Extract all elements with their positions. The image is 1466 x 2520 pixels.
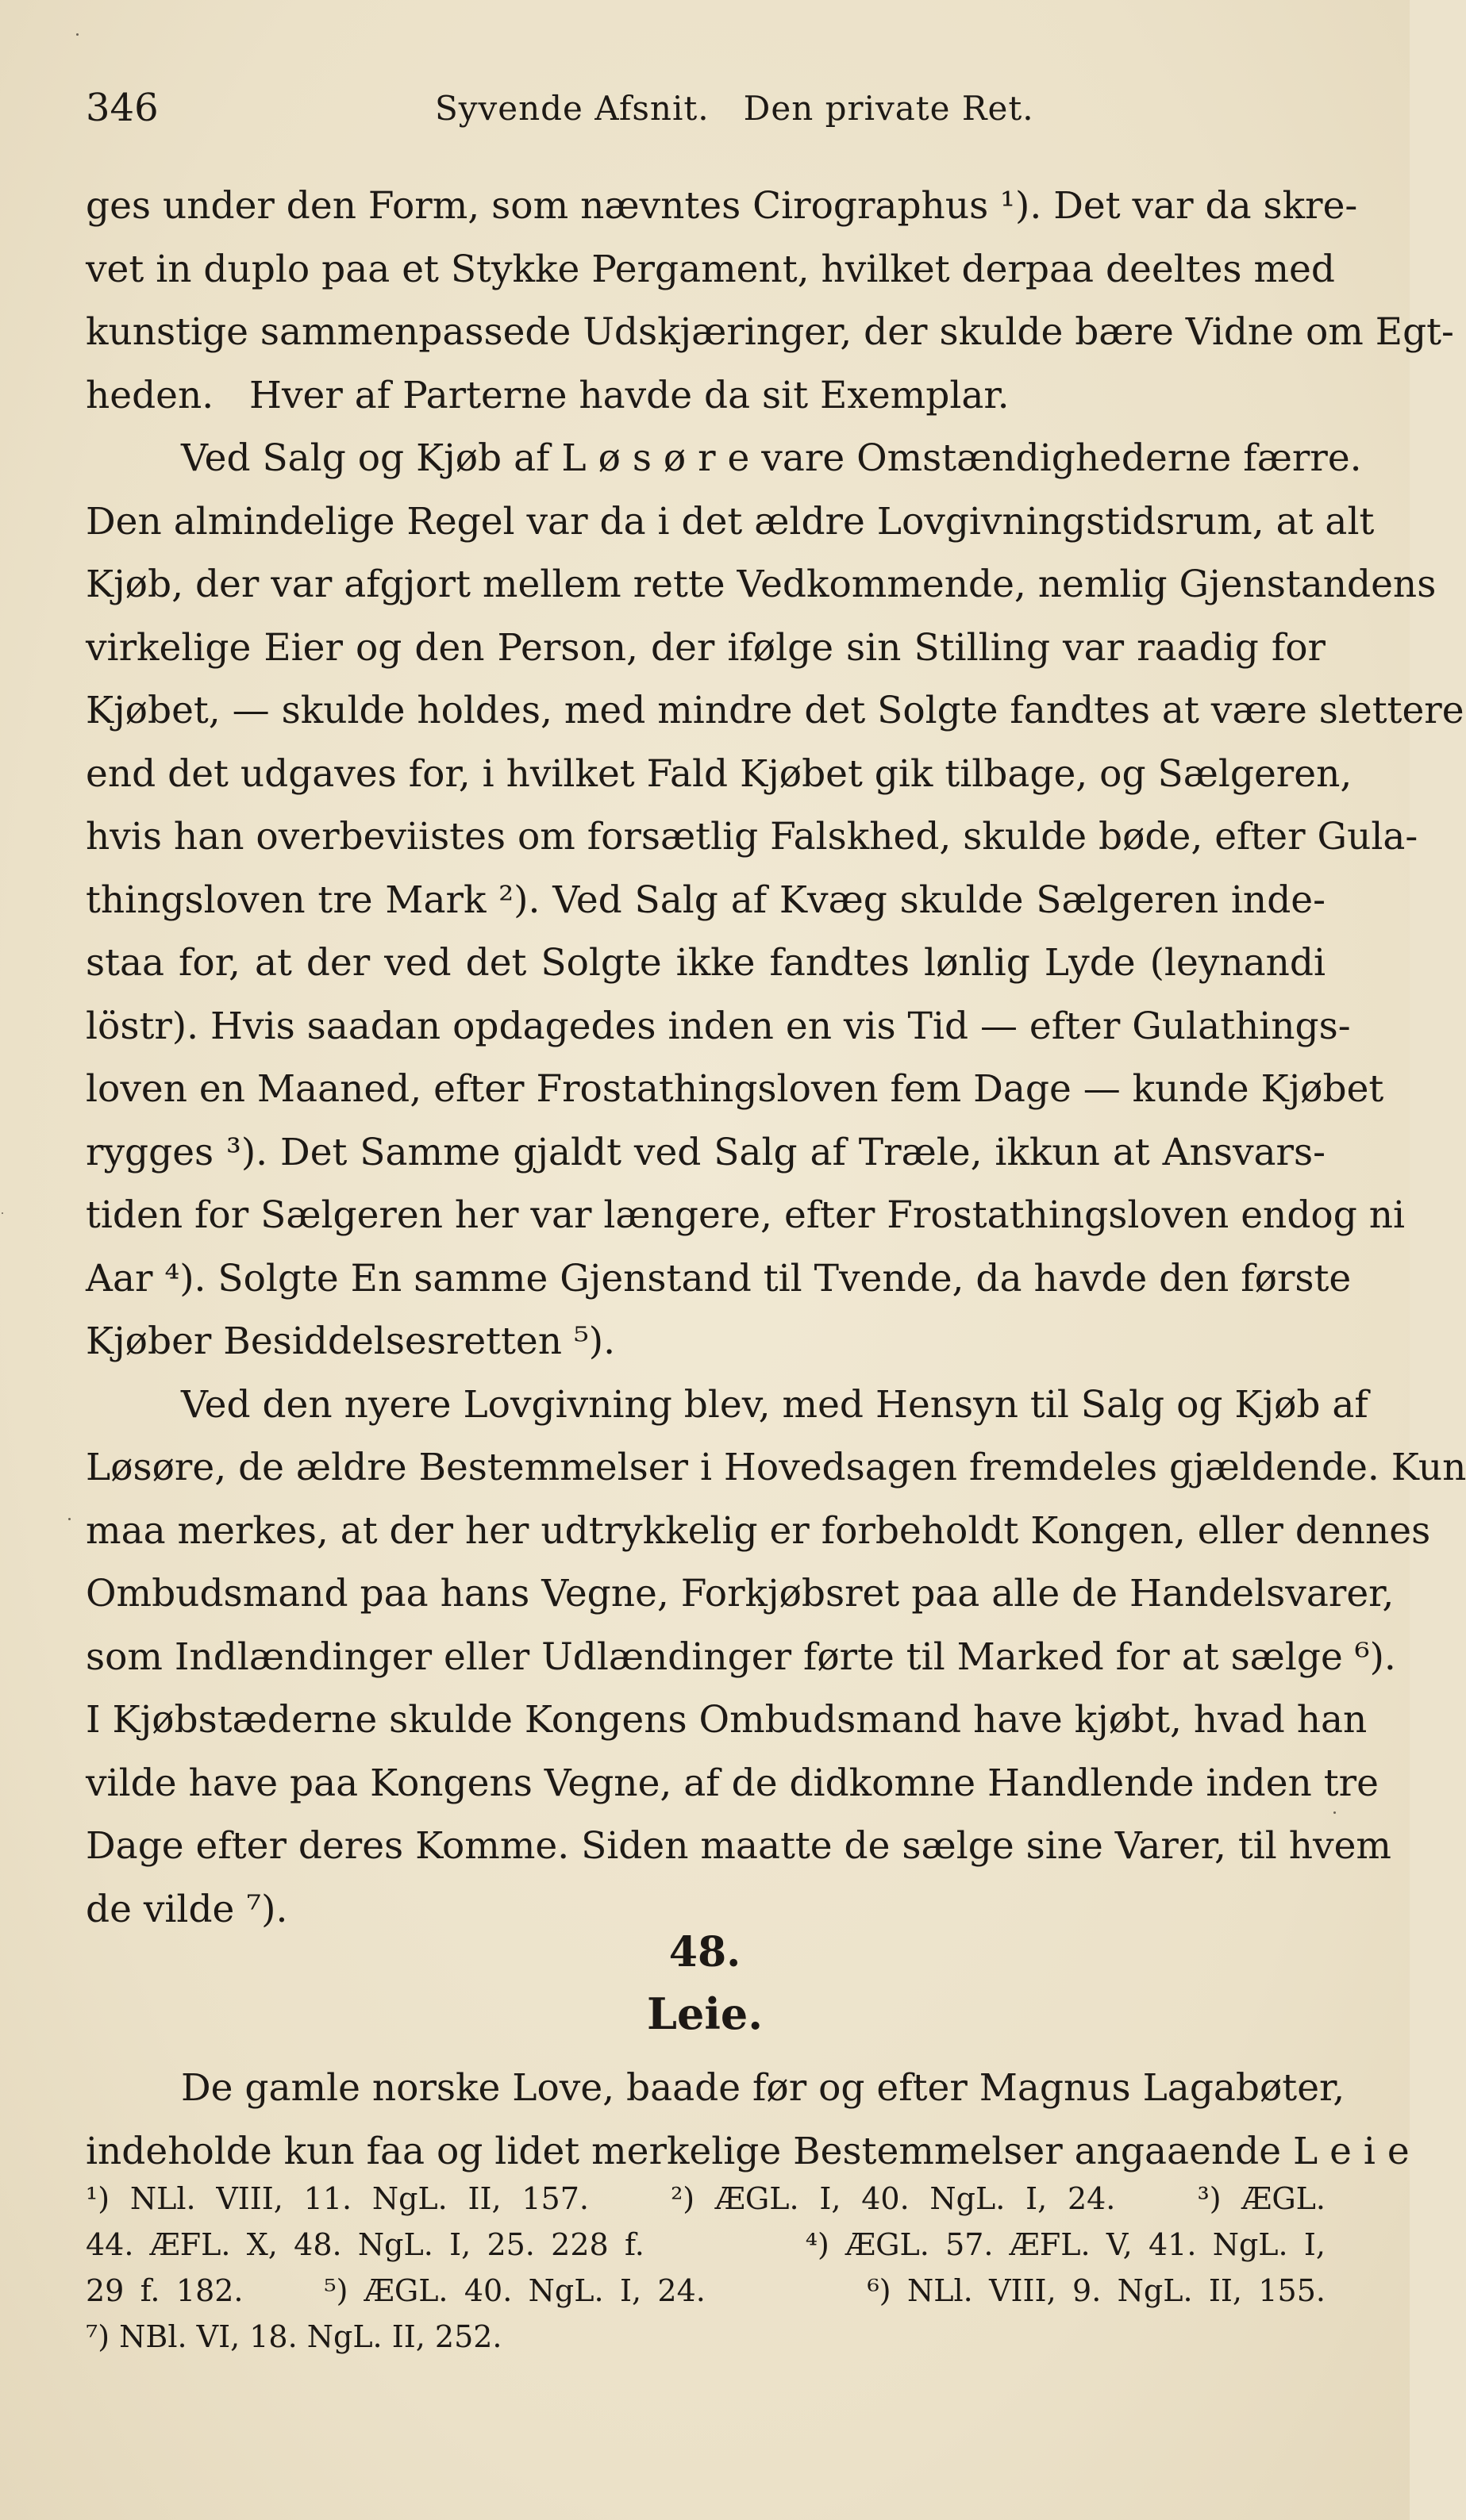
footnotes	[86, 2176, 1326, 2360]
text-line: Dage efter deres Komme. Siden maatte de sælge sine Varer, til hvem	[86, 1824, 1391, 1868]
text-line: Ombudsmand paa hans Vegne, Forkjøbsret paa alle de Handelsvarer,	[86, 1572, 1395, 1615]
text-line: Ved den nyere Lovgivning blev, med Hensyn til Salg og Kjøb af	[181, 1382, 1368, 1427]
text-line: vilde have paa Kongens Vegne, af de didkomne Handlende inden tre	[86, 1761, 1379, 1805]
text-line: tiden for Sælgeren her var længere, efter Frostathingsloven endog ni	[86, 1193, 1406, 1237]
paragraph	[86, 427, 1464, 1373]
text-line: virkelige Eier og den Person, der ifølge sin Stilling var raadig for	[86, 625, 1326, 670]
text-line: ges under den Form, som nævntes Cirographus ¹). Det var da skre-	[86, 184, 1358, 228]
text-line: Løsøre, de ældre Bestemmelser i Hovedsagen fremdeles gjældende. Kun	[86, 1446, 1466, 1489]
text-line: I Kjøbstæderne skulde Kongens Ombudsmand have kjøbt, hvad han	[86, 1698, 1368, 1742]
text-line: Den almindelige Regel var da i det ældre Lovgivningstidsrum, at alt	[86, 499, 1375, 544]
text-line: Ved Salg og Kjøb af L ø s ø r e vare Omstændighederne færre.	[181, 436, 1362, 480]
section-number: 48.	[668, 1928, 741, 1976]
text-line: thingsloven tre Mark ²). Ved Salg af Kvæg skulde Sælgeren inde-	[86, 878, 1326, 922]
section-title: Leie.	[647, 1988, 763, 2039]
text-line: rygges ³). Det Samme gjaldt ved Salg af Træle, ikkun at Ansvars-	[86, 1130, 1326, 1174]
footnote-line: ⁷) NBl. VI, 18. NgL. II, 252.	[86, 2319, 502, 2354]
page-number: 346	[86, 86, 159, 130]
text-line: loven en Maaned, efter Frostathingsloven fem Dage — kunde Kjøbet	[86, 1067, 1384, 1111]
text-line: heden. Hver af Parterne havde da sit Exemplar.	[86, 373, 1010, 417]
main-text	[86, 175, 1466, 1941]
text-line: Aar ⁴). Solgte En samme Gjenstand til Tvende, da havde den første	[86, 1256, 1352, 1300]
footnote-line: 44. ÆFL. X, 48. NgL. I, 25. 228 f. ⁴) ÆGL. 57. ÆFL. V, 41. NgL. I,	[86, 2227, 1326, 2262]
running-title: Syvende Afsnit. Den private Ret.	[435, 89, 1034, 128]
text-line: end det udgaves for, i hvilket Fald Kjøbet gik tilbage, og Sælgeren,	[86, 751, 1352, 796]
text-line: Kjøber Besiddelsesretten ⁵).	[86, 1320, 616, 1363]
paper-speck	[68, 1518, 71, 1520]
paper-speck	[1333, 1811, 1336, 1814]
text-line: Kjøb, der var afgjort mellem rette Vedkommende, nemlig Gjenstandens	[86, 563, 1437, 606]
page-header	[86, 86, 1324, 136]
text-line: Kjøbet, — skulde holdes, med mindre det Solgte fandtes at være slettere	[86, 689, 1464, 732]
paper-speck	[76, 33, 79, 36]
text-line: De gamle norske Love, baade før og efter Magnus Lagabøter,	[181, 2066, 1345, 2110]
text-line: vet in duplo paa et Stykke Pergament, hvilket derpaa deeltes med	[86, 247, 1335, 291]
footnote-line: ¹) NLl. VIII, 11. NgL. II, 157. ²) ÆGL. I, 40. NgL. I, 24. ³) ÆGL.	[86, 2181, 1326, 2216]
text-line: som Indlændinger eller Udlændinger førte til Marked for at sælge ⁶).	[86, 1635, 1396, 1679]
text-line: löstr). Hvis saadan opdagedes inden en vis Tid — efter Gulathings-	[86, 1004, 1351, 1048]
paper-speck	[2, 1212, 3, 1214]
footnote-line: 29 f. 182. ⁵) ÆGL. 40. NgL. I, 24. ⁶) NLl. VIII, 9. NgL. II, 155.	[86, 2273, 1326, 2308]
text-line: staa for, at der ved det Solgte ikke fandtes lønlig Lyde (leynandi	[86, 941, 1326, 985]
text-line: maa merkes, at der her udtrykkelig er forbeholdt Kongen, eller dennes	[86, 1508, 1431, 1553]
text-line: kunstige sammenpassede Udskjæringer, der skulde bære Vidne om Egt-	[86, 310, 1454, 354]
text-line: hvis han overbeviistes om forsætlig Falskhed, skulde bøde, efter Gula-	[86, 815, 1418, 859]
text-line: de vilde ⁷).	[86, 1887, 288, 1931]
section-text	[86, 2057, 1410, 2183]
paragraph	[86, 175, 1454, 427]
paragraph	[86, 1373, 1466, 1942]
text-line: indeholde kun faa og lidet merkelige Bestemmelser angaaende L e i e	[86, 2129, 1410, 2173]
